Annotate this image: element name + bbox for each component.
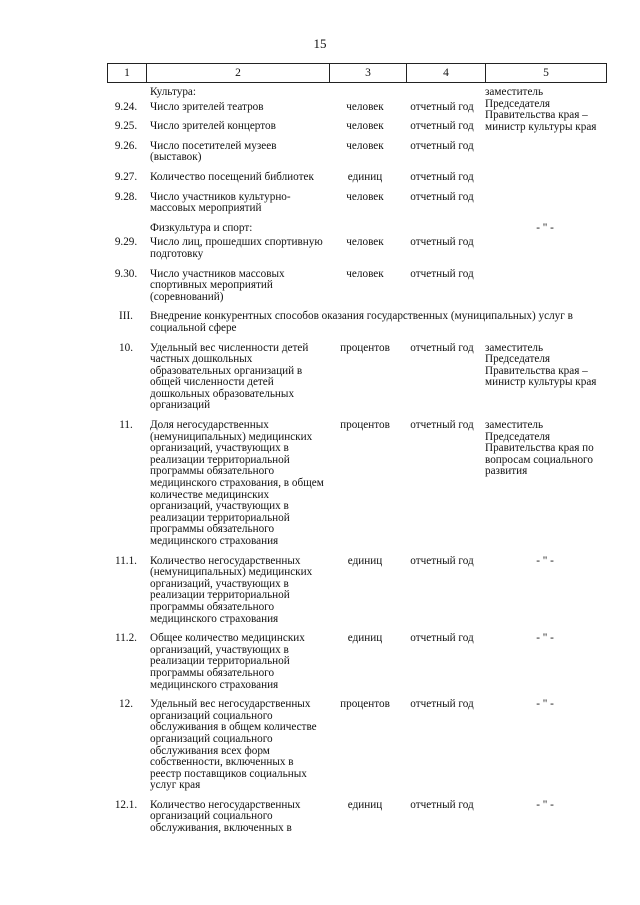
table-row bbox=[107, 237, 605, 260]
table-row bbox=[107, 420, 605, 548]
period: отчетный год bbox=[410, 139, 474, 152]
row-number: 11.2. bbox=[115, 632, 137, 645]
unit: человек bbox=[346, 190, 384, 203]
row-number: 12. bbox=[119, 698, 133, 711]
indicator-name: Доля негосударственных (немуниципальных) медицинских организаций, участвующих в реализации территориальной программы обязательного медицинского страхования, в общем количестве медицинских организаций, участвующих в реализации территориальной программы обязательного медицинского страхования bbox=[150, 419, 324, 547]
column-header: 5 bbox=[543, 67, 549, 79]
table-row bbox=[107, 556, 605, 626]
responsible: заместитель Председателя Правительства края – министр культуры края bbox=[485, 86, 597, 133]
section-heading-row bbox=[107, 311, 605, 334]
row-number: 9.26. bbox=[114, 139, 138, 152]
unit: человек bbox=[346, 139, 384, 152]
indicator-name: Количество негосударственных организаций социального обслуживания, включенных в bbox=[150, 798, 301, 835]
table-row bbox=[107, 800, 605, 835]
responsible: - " - bbox=[536, 554, 554, 567]
row-number: 12.1. bbox=[114, 798, 138, 811]
indicator-name: Общее количество медицинских организаций, участвующих в реализации территориальной программы обязательного медицинского страхования bbox=[150, 632, 305, 691]
period: отчетный год bbox=[410, 100, 474, 113]
row-number: 9.30. bbox=[114, 267, 138, 280]
period bbox=[403, 87, 481, 99]
indicator-name: Удельный вес негосударственных организаций социального обслуживания в общем количестве организаций социального обслуживания всех форм собственности, включенных в реестр поставщиков социальных услуг края bbox=[150, 698, 317, 792]
row-number: 9.25. bbox=[114, 120, 138, 133]
indicator-name: Число участников массовых спортивных мероприятий (соревнований) bbox=[150, 267, 285, 303]
unit: человек bbox=[346, 100, 384, 113]
indicator-name: Число посетителей музеев (выставок) bbox=[150, 139, 277, 164]
responsible bbox=[481, 141, 605, 164]
responsible bbox=[481, 237, 605, 260]
column-header: 3 bbox=[330, 64, 407, 82]
period: отчетный год bbox=[410, 120, 474, 133]
responsible: - " - bbox=[536, 221, 554, 234]
responsible bbox=[481, 269, 605, 304]
column-header: 2 bbox=[147, 64, 330, 82]
indicator-name: Число участников культурно-массовых мероприятий bbox=[150, 190, 291, 215]
column-header: 1 bbox=[108, 64, 147, 82]
row-number bbox=[107, 223, 145, 235]
row-number: 9.27. bbox=[114, 170, 138, 183]
section-number: III. bbox=[119, 310, 133, 323]
period: отчетный год bbox=[410, 190, 474, 203]
unit: человек bbox=[346, 267, 384, 280]
row-number: 11. bbox=[119, 419, 133, 432]
indicator-name: Физкультура и спорт: bbox=[150, 221, 253, 234]
unit bbox=[327, 223, 403, 235]
responsible: заместитель Председателя Правительства края по вопросам социального развития bbox=[485, 419, 594, 478]
table-row bbox=[107, 699, 605, 792]
indicator-name: Количество посещений библиотек bbox=[150, 170, 314, 183]
indicator-name: Число лиц, прошедших спортивную подготовку bbox=[150, 236, 323, 260]
period: отчетный год bbox=[410, 236, 474, 249]
row-number: 9.28. bbox=[114, 190, 138, 203]
table-row bbox=[107, 633, 605, 691]
period: отчетный год bbox=[410, 798, 474, 811]
page-number: 15 bbox=[313, 36, 327, 51]
table-row bbox=[107, 343, 605, 413]
unit: процентов bbox=[340, 698, 390, 711]
table-row bbox=[107, 223, 605, 235]
period: отчетный год bbox=[410, 632, 474, 645]
responsible: - " - bbox=[536, 698, 554, 711]
column-header: 4 bbox=[407, 64, 486, 82]
indicator-name: Количество негосударственных (немуниципальных) медицинских организаций, участвующих в реализации территориальной программы обязательного медицинского страхования bbox=[150, 554, 313, 625]
responsible-cell bbox=[481, 86, 605, 133]
period: отчетный год bbox=[410, 419, 474, 432]
row-number: 11.1. bbox=[115, 554, 137, 567]
unit: единиц bbox=[347, 632, 383, 645]
unit: человек bbox=[346, 236, 384, 249]
period: отчетный год bbox=[410, 341, 474, 354]
period: отчетный год bbox=[410, 698, 474, 711]
unit: процентов bbox=[340, 419, 390, 432]
responsible bbox=[481, 192, 605, 215]
table-row bbox=[107, 172, 605, 184]
table-row bbox=[107, 269, 605, 304]
row-number: 9.24. bbox=[114, 100, 138, 113]
indicator-name: Культура: bbox=[150, 86, 196, 98]
row-number: 9.29. bbox=[114, 236, 138, 249]
period: отчетный год bbox=[410, 170, 474, 183]
period bbox=[403, 223, 481, 235]
unit: процентов bbox=[340, 341, 390, 354]
indicator-table-body bbox=[107, 87, 605, 843]
section-title: Внедрение конкурентных способов оказания государственных (муниципальных) услуг в социальной сфере bbox=[150, 310, 573, 334]
responsible: заместитель Председателя Правительства края – министр культуры края bbox=[485, 341, 597, 389]
unit: единиц bbox=[347, 554, 383, 567]
unit: человек bbox=[346, 120, 384, 133]
period: отчетный год bbox=[410, 554, 474, 567]
table-row bbox=[107, 192, 605, 215]
responsible bbox=[481, 172, 605, 184]
indicator-name: Число зрителей концертов bbox=[150, 120, 276, 133]
table-header bbox=[107, 63, 607, 83]
row-number bbox=[107, 87, 145, 99]
unit: единиц bbox=[347, 170, 383, 183]
indicator-name: Удельный вес численности детей частных дошкольных образовательных организаций в общей численности детей дошкольных образовательных организаций bbox=[150, 341, 309, 412]
responsible: - " - bbox=[536, 632, 554, 645]
responsible: - " - bbox=[536, 798, 554, 811]
indicator-name: Число зрителей театров bbox=[150, 100, 264, 113]
unit: единиц bbox=[347, 798, 383, 811]
period: отчетный год bbox=[410, 267, 474, 280]
table-row bbox=[107, 141, 605, 164]
unit bbox=[327, 87, 403, 99]
row-number: 10. bbox=[119, 341, 133, 354]
